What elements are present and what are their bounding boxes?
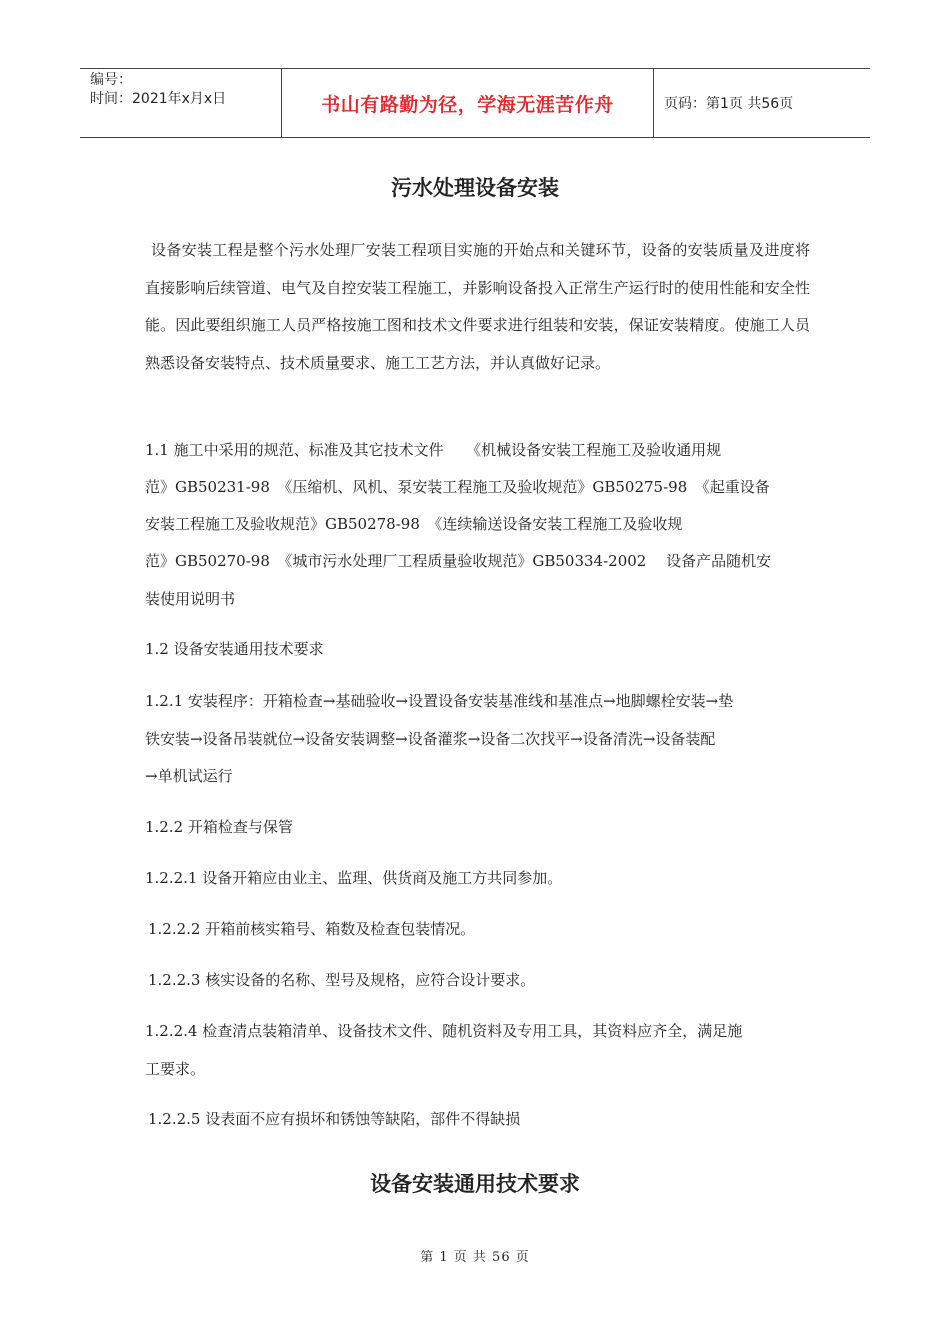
section-1-2-1-line2: 铁安装→设备吊装就位→设备安装调整→设备灌浆→设备二次找平→设备清洗→设备装配 [145, 730, 716, 748]
section-1-2-2-heading: 1.2.2 开箱检查与保管 [145, 818, 293, 836]
page-footer: 第 1 页 共 56 页 [420, 1250, 530, 1265]
section-subtitle: 设备安装通用技术要求 [370, 1171, 580, 1196]
header-page-info: 页码：第1页 共56页 [664, 96, 794, 112]
section-1-1-line3: 安装工程施工及验收规范》GB50278-98 《连续输送设备安装工程施工及验收规 [145, 515, 683, 533]
intro-block [145, 232, 810, 382]
section-1-1-line4: 范》GB50270-98 《城市污水处理厂工程质量验收规范》GB50334-2002 设备产品随机安 [145, 552, 772, 570]
header-motto: 书山有路勤为径，学海无涯苦作舟 [282, 69, 654, 137]
section-1-2-heading: 1.2 设备安装通用技术要求 [145, 640, 324, 658]
section-1-2-2-4-line1: 1.2.2.4 检查清点装箱清单、设备技术文件、随机资料及专用工具，其资料应齐全，满足施 [145, 1022, 743, 1040]
section-1-2-1-line3: →单机试运行 [145, 767, 233, 785]
section-1-1-line1: 1.1 施工中采用的规范、标准及其它技术文件 《机械设备安装工程施工及验收通用规 [145, 441, 722, 459]
section-1-1-line2: 范》GB50231-98 《压缩机、风机、泵安装工程施工及验收规范》GB50275-98 《起重设备 [145, 478, 770, 496]
date-label: 时间：2021年x月x日 [90, 91, 227, 107]
number-label: 编号： [90, 72, 132, 88]
section-1-2-2-2: 1.2.2.2 开箱前核实箱号、箱数及检查包装情况。 [148, 920, 476, 938]
section-1-2-2-5: 1.2.2.5 设表面不应有损坏和锈蚀等缺陷，部件不得缺损 [148, 1110, 521, 1128]
header-meta [80, 69, 282, 137]
section-1-1-line5: 装使用说明书 [145, 590, 236, 608]
document-header [80, 68, 870, 138]
document-title: 污水处理设备安装 [391, 175, 559, 200]
section-1-2-1-line1: 1.2.1 安装程序：开箱检查→基础验收→设置设备安装基准线和基准点→地脚螺栓安装→垫 [145, 692, 734, 710]
section-1-2-2-4-line2: 工要求。 [145, 1060, 206, 1078]
section-1-2-2-1: 1.2.2.1 设备开箱应由业主、监理、供货商及施工方共同参加。 [145, 869, 563, 887]
intro-paragraph: 设备安装工程是整个污水处理厂安装工程项目实施的开始点和关键环节，设备的安装质量及进度将直接影响后续管道、电气及自控安装工程施工，并影响设备投入正常生产运行时的使用性能和安全性能。因此要组织施工人员严格按施工图和技术文件要求进行组装和安装，保证安装精度。使施工人员熟悉设备安装特点、技术质量要求、施工工艺方法，并认真做好记录。 [145, 241, 810, 372]
section-1-2-2-3: 1.2.2.3 核实设备的名称、型号及规格，应符合设计要求。 [148, 971, 536, 989]
